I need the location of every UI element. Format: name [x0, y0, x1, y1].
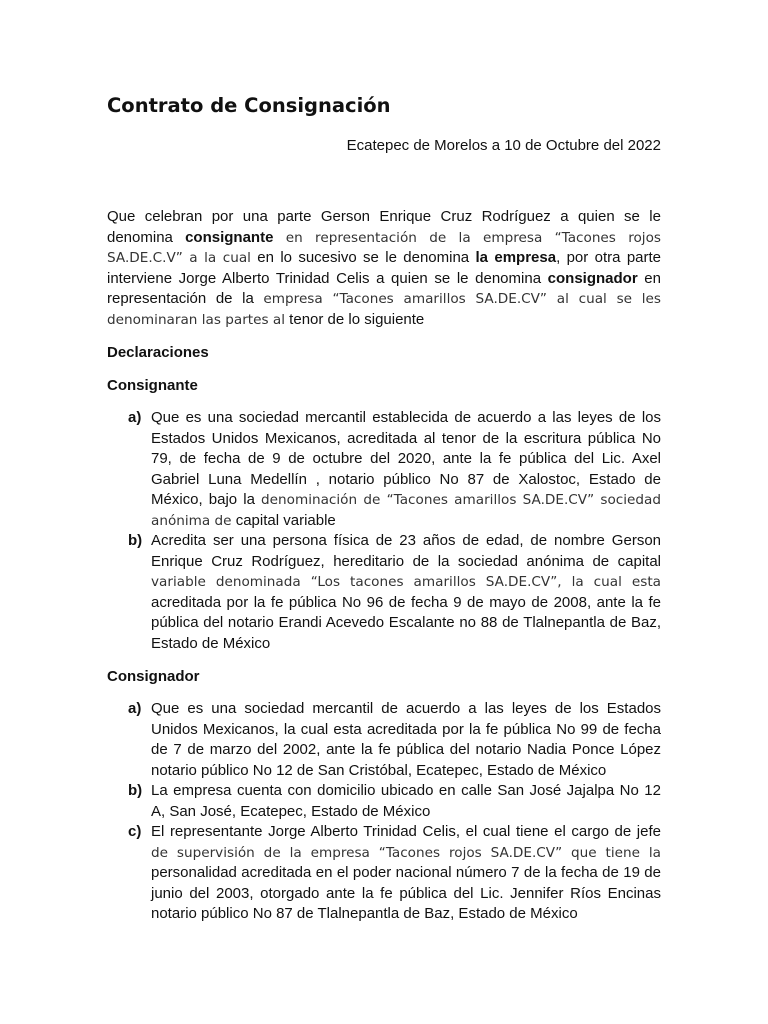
intro-paragraph — [107, 207, 661, 330]
list-marker: a) — [128, 700, 142, 717]
list-item — [107, 822, 661, 925]
list-item-soft-text: denominación de “Tacones amarillos SA.DE.CV” sociedad anónima de — [151, 492, 661, 529]
list-item-tail-text: capital variable — [231, 511, 336, 529]
consignador-list — [107, 699, 661, 925]
list-item-tail-text: acreditada por la fe pública No 96 de fecha 9 de mayo de 2008, ante la fe pública del notario Erandi Acevedo Escalante no 88 de Tlalnepantla de Baz, Estado de México — [151, 593, 661, 652]
list-item-text: Que es una sociedad mercantil de acuerdo a las leyes de los Estados Unidos Mexicanos, la cual esta acreditada por la fe pública No 99 de fecha de 7 de marzo del 2002, ante la fe pública del notario Nadia Ponce López notario público No 12 de San Cristóbal, Ecatepec, Estado de México — [151, 700, 661, 779]
intro-bold-consignante: consignante — [185, 228, 274, 246]
intro-text-5: en representación de la — [107, 269, 661, 307]
intro-bold-consignador: consignador — [547, 269, 638, 287]
list-marker: a) — [128, 409, 142, 426]
consignante-heading: Consignante — [107, 377, 198, 394]
list-item — [107, 781, 661, 822]
list-item-text: El representante Jorge Alberto Trinidad Celis, el cual tiene el cargo de jefe — [151, 823, 661, 840]
document-title: Contrato de Consignación — [107, 94, 391, 117]
intro-text-6: empresa “Tacones amarillos SA.DE.CV” al cual se les denominaran las partes al — [107, 291, 661, 328]
document-page — [107, 92, 661, 925]
list-item-text: La empresa cuenta con domicilio ubicado en calle San José Jajalpa No 12 A, San José, Ecatepec, Estado de México — [151, 782, 661, 820]
list-marker: b) — [128, 532, 143, 549]
intro-text-2: en representación de la empresa “Tacones rojos SA.DE.C.V” a la cual — [107, 229, 661, 266]
list-item-tail-text: personalidad acreditada en el poder nacional número 7 de la fecha de 19 de junio del 2003, otorgado ante la fe pública del Lic. Jennifer Ríos Encinas notario público No 87 de Tlalnepantla de Baz, Estado de México — [151, 864, 661, 922]
list-item — [107, 531, 661, 654]
intro-text-7: tenor de lo siguiente — [285, 310, 425, 328]
intro-text-1: Que celebran por una parte Gerson Enrique Cruz Rodríguez a quien se le denomina — [107, 208, 661, 246]
list-item — [107, 408, 661, 531]
list-marker: c) — [128, 823, 142, 840]
consignador-heading: Consignador — [107, 668, 200, 685]
date-line: Ecatepec de Morelos a 10 de Octubre del 2022 — [346, 137, 661, 154]
list-item-soft-text: variable denominada “Los tacones amarillos SA.DE.CV”, la cual esta — [151, 574, 661, 590]
list-item-soft-text: de supervisión de la empresa “Tacones rojos SA.DE.CV” que tiene la — [151, 844, 661, 861]
intro-bold-la-empresa: la empresa — [475, 249, 557, 266]
list-item-text: Que es una sociedad mercantil establecida de acuerdo a las leyes de los Estados Unidos Mexicanos, acreditada al tenor de la escritura pública No 79, de fecha de 9 de octubre del 2020, ante la fe pública del Lic. Axel Gabriel Luna Medellín , notario público No 87 de Xalostoc, Estado de México, bajo la — [151, 409, 661, 508]
declaraciones-heading: Declaraciones — [107, 344, 209, 361]
intro-text-3: en lo sucesivo se le denomina — [250, 249, 476, 266]
list-marker: b) — [128, 782, 143, 799]
list-item-text: Acredita ser una persona física de 23 años de edad, de nombre Gerson Enrique Cruz Rodríguez, hereditario de la sociedad anónima de capital — [151, 532, 661, 570]
intro-text-4: , por otra parte interviene Jorge Alberto Trinidad Celis a quien se le denomina — [107, 249, 662, 287]
list-item — [107, 699, 661, 781]
consignante-list — [107, 408, 661, 654]
